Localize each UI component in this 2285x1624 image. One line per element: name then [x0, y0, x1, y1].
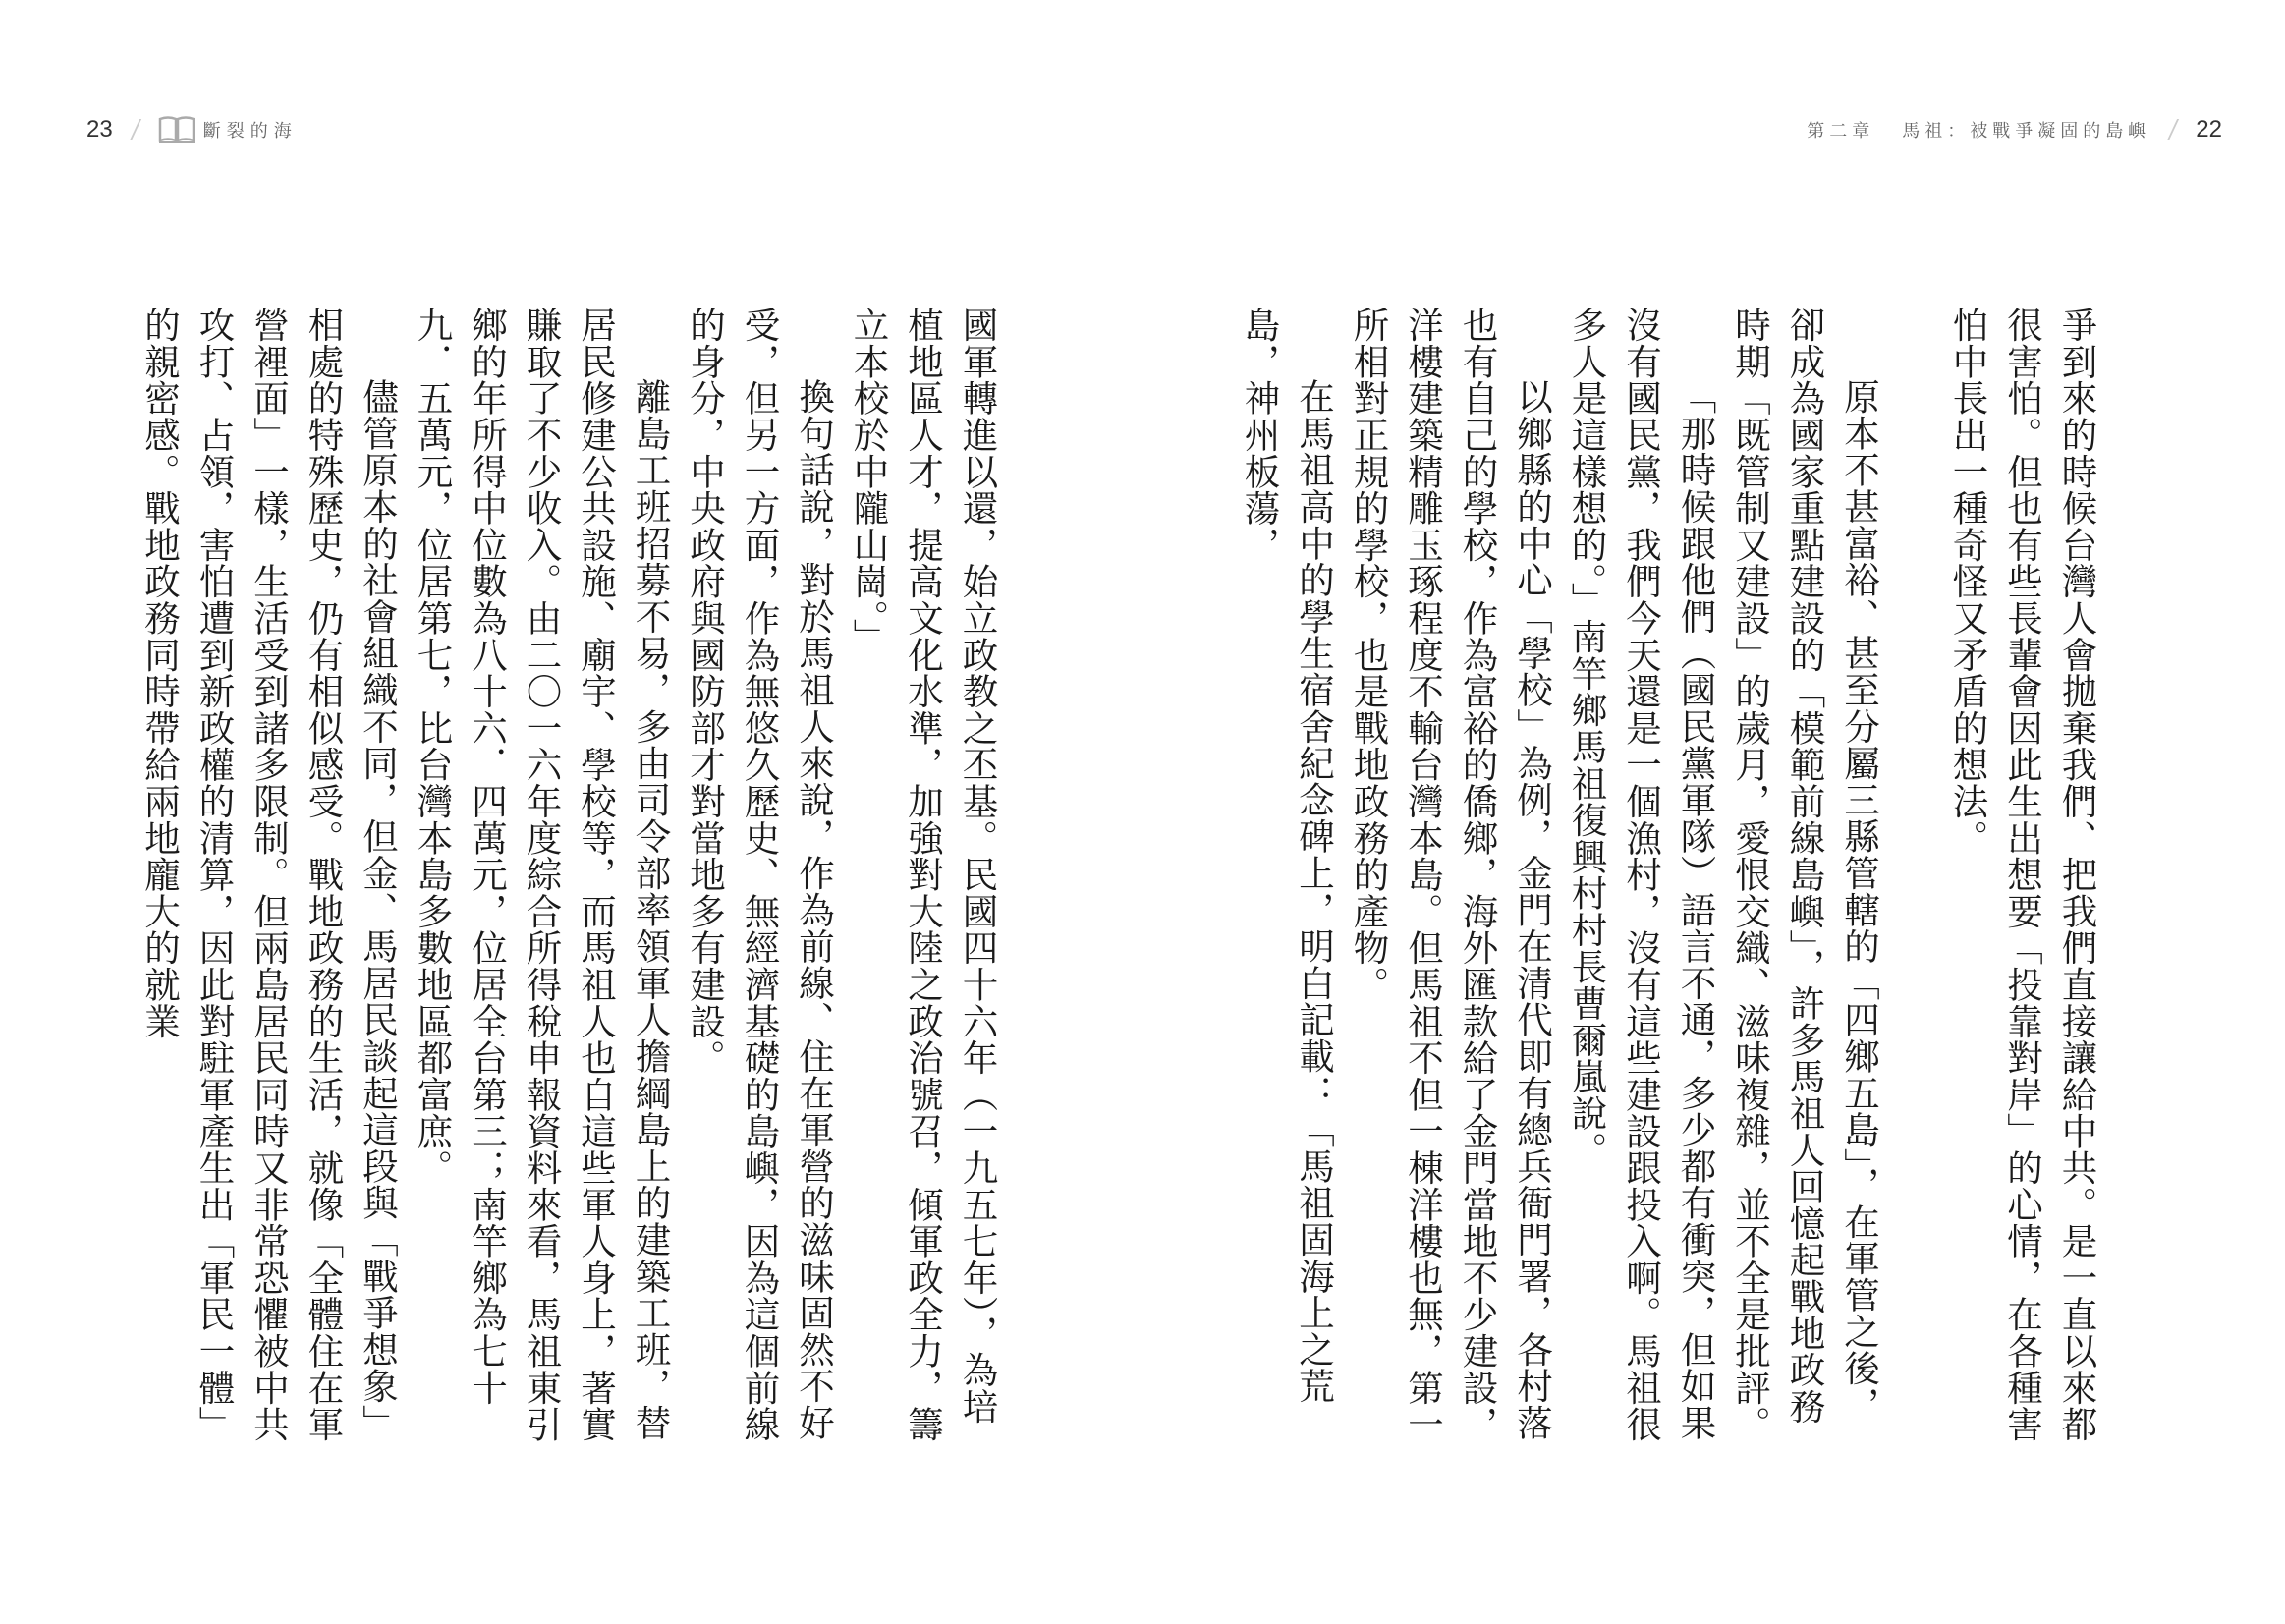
paragraph: 在馬祖高中的學生宿舍紀念碑上，明白記載：「馬祖固海上之荒島，神州板蕩，	[1239, 307, 1336, 1405]
quote-block: 爭到來的時候台灣人會拋棄我們、把我們直接讓給中共。是一直以來都很害怕。但也有些長輩會因此生出想要「投靠對岸」的心情，在各種害怕中長出一種奇怪又矛盾的想法。	[1947, 307, 2098, 1443]
right-page	[1142, 0, 2285, 1624]
paragraph: 以鄉縣的中心「學校」為例，金門在清代即有總兵衙門署，各村落也有自己的學校，作為富裕的僑鄉，海外匯款給了金門當地不少建設，洋樓建築精雕玉琢程度不輸台灣本島。但馬祖不但一棟洋樓也無，第一所相對正規的學校，也是戰地政務的產物。	[1348, 307, 1554, 1443]
page-number-right: 22	[2196, 116, 2222, 142]
right-page-header	[1807, 110, 2222, 149]
paragraph: 離島工班招募不易，多由司令部率領軍人擔綱島上的建築工班，替居民修建公共設施、廟宇、學校等，而馬祖人也自這些軍人身上，著實賺取了不少收入。由二〇一六年度綜合所得稅申報資料來看，馬祖東引鄉的年所得中位數為八十六．四萬元，位居全台第三；南竿鄉為七十九．五萬元，位居第七，比台灣本島多數地區都富庶。	[412, 307, 672, 1443]
book-title: 斷裂的海	[202, 121, 298, 141]
paragraph: 儘管原本的社會組織不同，但金、馬居民談起這段與「戰爭想象」相處的特殊歷史，仍有相似感受。戰地政務的生活，就像「全體住在軍營裡面」一樣，生活受到諸多限制。但兩島居民同時又非常恐懼被中共攻打、占領，害怕遭到新政權的清算，因此對駐軍產生出「軍民一體」的親密感。戰地政務同時帶給兩地龐大的就業	[139, 307, 400, 1443]
paragraph: 國軍轉進以還，始立政教之丕基。民國四十六年（一九五七年），為培植地區人才，提高文化水準，加強對大陸之政治號召，傾軍政全力，籌立本校於中隴山崗。」	[848, 307, 999, 1443]
paragraph: 「那時候跟他們（國民黨軍隊）語言不通，多少都有衝突，但如果沒有國民黨，我們今天還是一個漁村，沒有這些建設跟投入啊。馬祖很多人是這樣想的。」南竿鄉馬祖復興村村長曹爾嵐說。	[1566, 307, 1717, 1443]
right-page-body	[1239, 307, 2104, 1446]
chapter-number: 第二章	[1807, 121, 1875, 141]
header-divider	[2167, 119, 2179, 140]
paragraph: 換句話說，對於馬祖人來說，作為前線、住在軍營的滋味固然不好受，但另一方面，作為無悠久歷史、無經濟基礎的島嶼，因為這個前線的身分，中央政府與國防部才對當地多有建設。	[684, 307, 836, 1443]
paragraph: 原本不甚富裕、甚至分屬三縣管轄的「四鄉五島」，在軍管之後，卻成為國家重點建設的「模範前線島嶼」，許多馬祖人回憶起戰地政務時期「既管制又建設」的歲月，愛恨交織、滋味複雜，並不全是批評。	[1729, 307, 1881, 1443]
header-divider	[130, 119, 141, 140]
chapter-title: 馬祖：被戰爭凝固的島嶼	[1902, 121, 2151, 141]
left-page	[0, 0, 1142, 1624]
left-page-header	[86, 110, 298, 149]
open-book-icon	[158, 116, 195, 143]
left-page-body	[121, 307, 1005, 1446]
page-number-left: 23	[86, 116, 113, 142]
